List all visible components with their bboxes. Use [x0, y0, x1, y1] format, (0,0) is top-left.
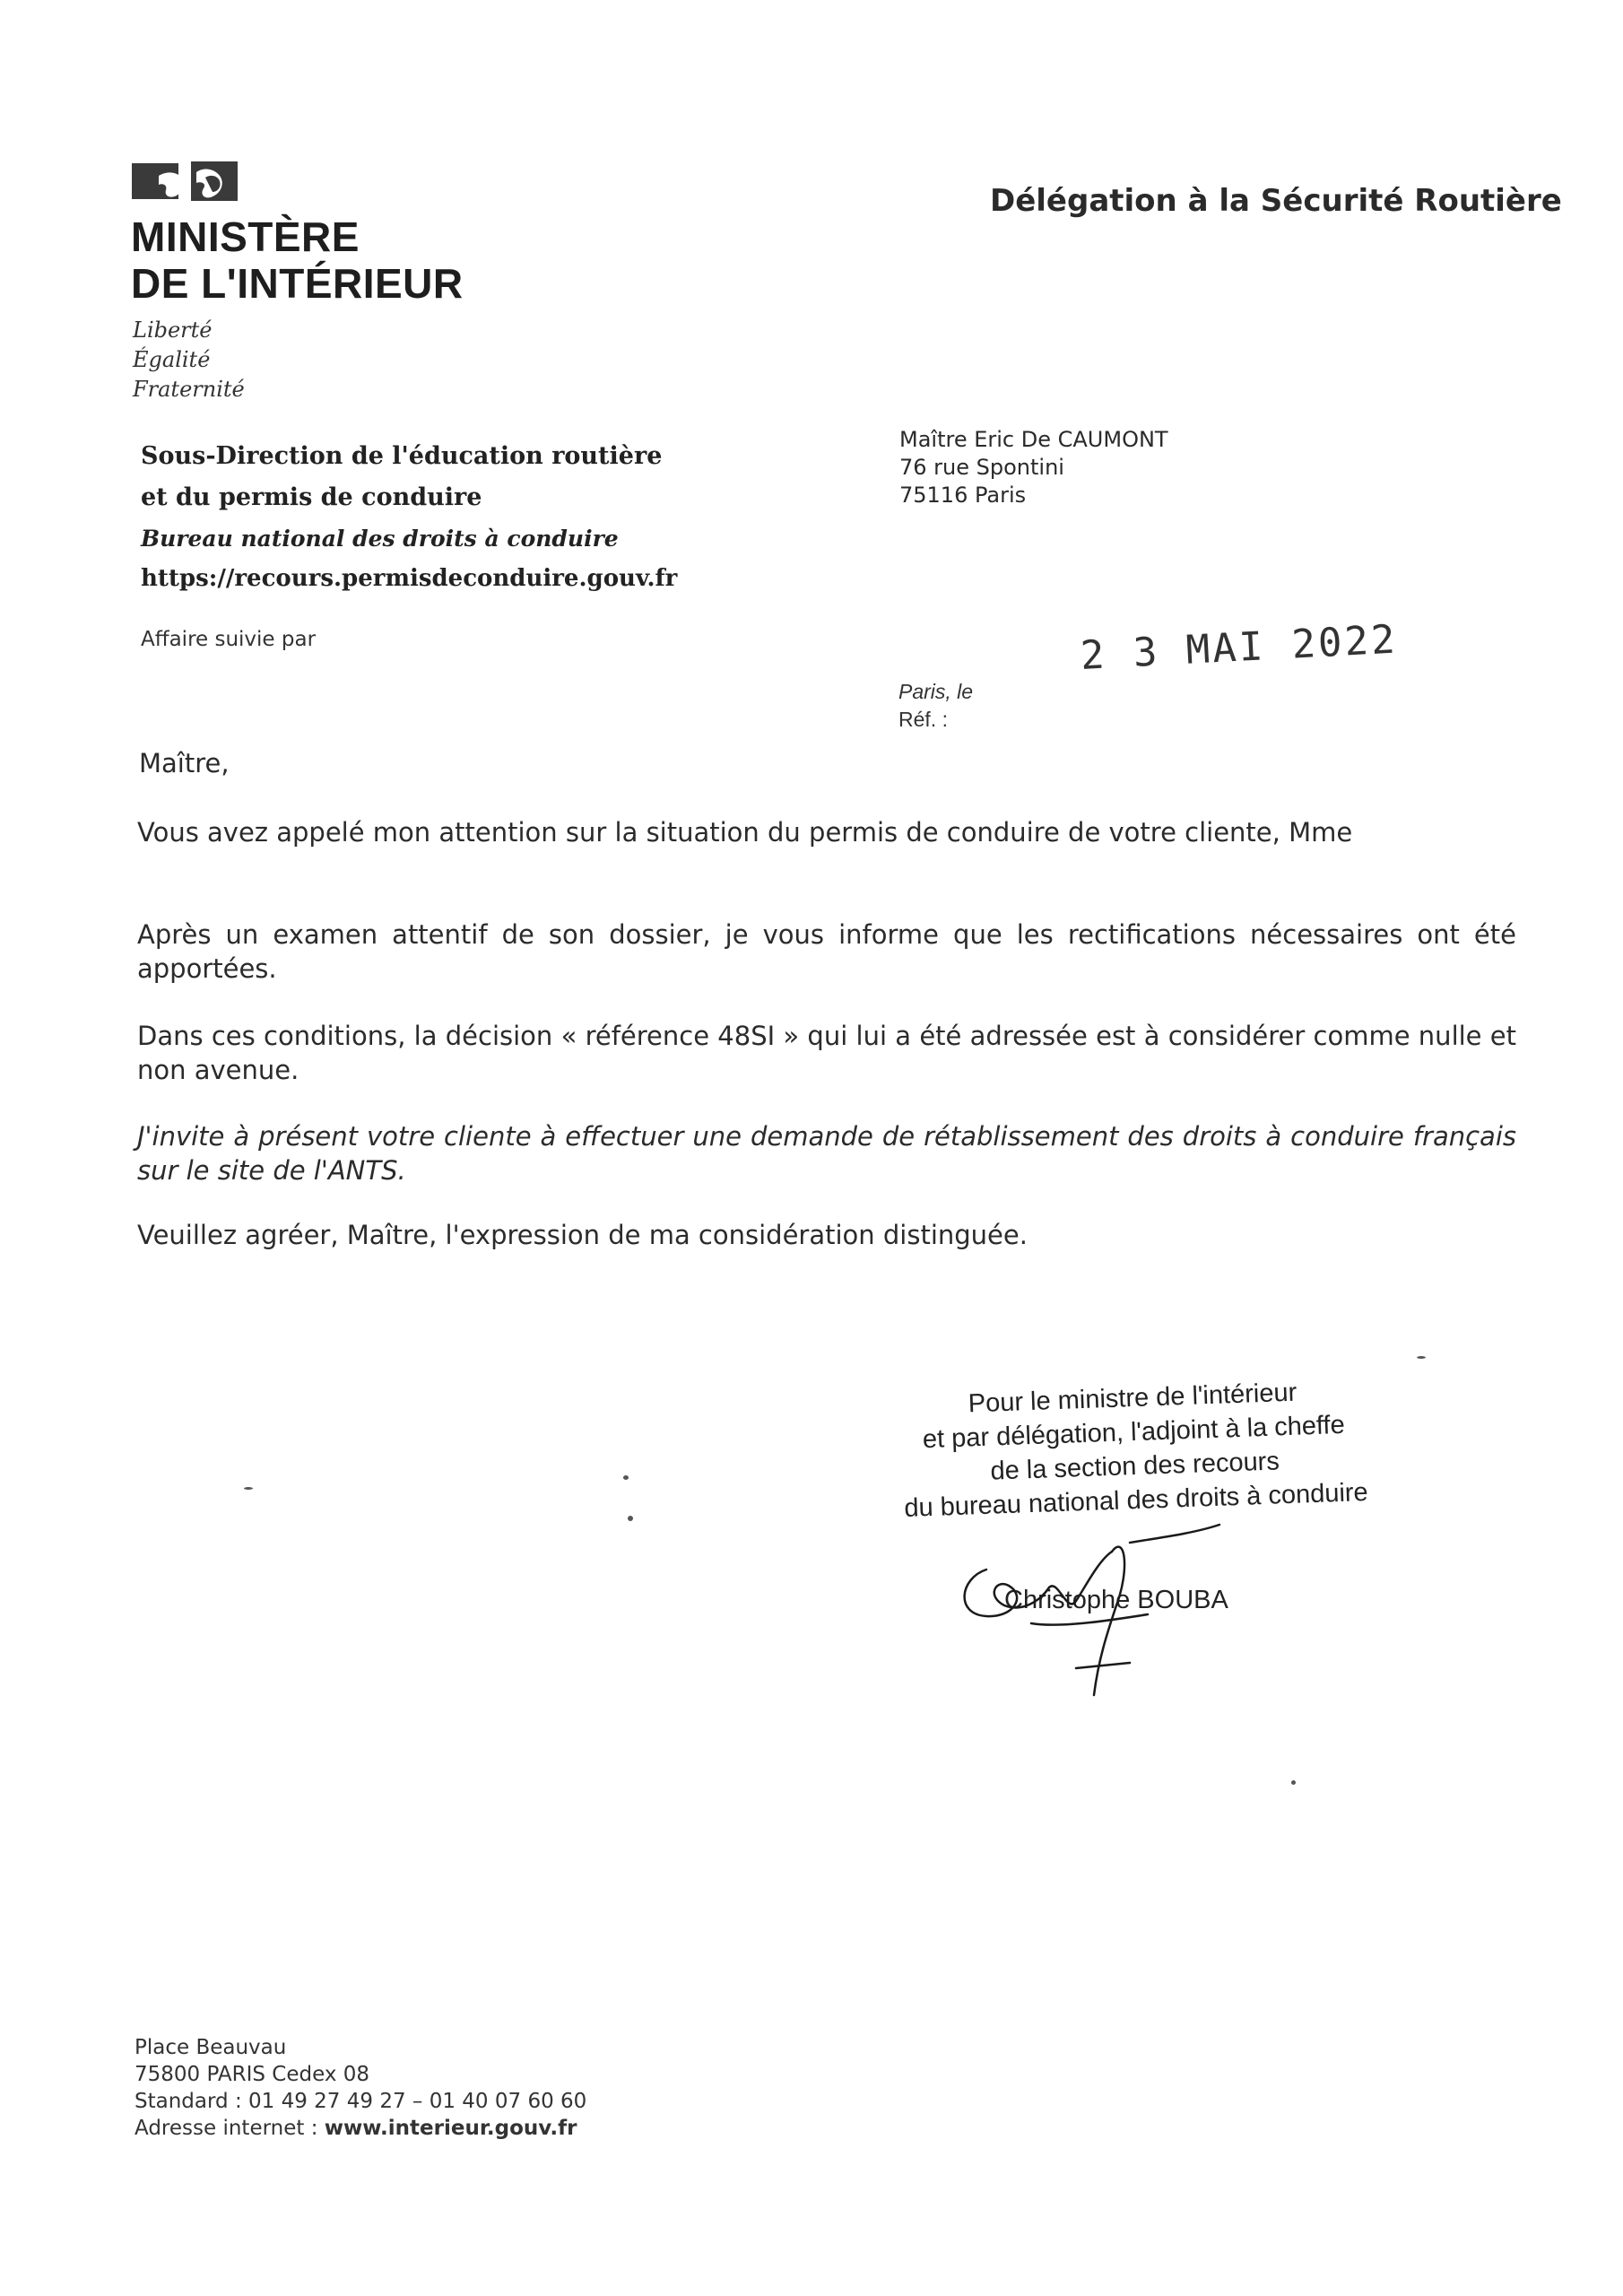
ministry-line-1: MINISTÈRE [131, 213, 360, 260]
footer-address [135, 2034, 586, 2142]
footer-web-label: Adresse internet : [135, 2117, 325, 2140]
ministry-line-2: DE L'INTÉRIEUR [131, 260, 464, 307]
service-url: https://recours.permisdeconduire.gouv.fr [141, 565, 678, 592]
ministry-name [131, 213, 464, 307]
footer-address-line-2: 75800 PARIS Cedex 08 [135, 2063, 370, 2086]
paragraph-1: Vous avez appelé mon attention sur la situation du permis de conduire de votre cliente, Mme [137, 817, 1353, 848]
paragraph-4: J'invite à présent votre cliente à effectuer une demande de rétablissement des droits à conduire français sur le site de l'ANTS. [137, 1121, 1516, 1186]
scan-speck [244, 1487, 253, 1490]
scan-speck [623, 1475, 629, 1480]
marianne-logo-icon [132, 160, 239, 203]
footer-web [135, 2115, 586, 2142]
signature-line-4: du bureau national des droits à conduire [903, 1477, 1369, 1523]
motto-fraternite: Fraternité [133, 377, 245, 402]
date-stamp: 2 3 MAI 2022 [1079, 616, 1399, 679]
footer-address-line-1: Place Beauvau [135, 2036, 287, 2059]
reference-label: Réf. : [898, 708, 948, 731]
paragraph-5: Veuillez agréer, Maître, l'expression de ma considération distinguée. [137, 1220, 1028, 1250]
followed-by-label: Affaire suivie par [141, 628, 317, 651]
handwritten-signature [924, 1516, 1282, 1704]
republic-motto [133, 316, 245, 404]
signature-delegation [855, 1371, 1415, 1527]
signer-name: Christophe BOUBA [1004, 1586, 1228, 1614]
service-block [141, 436, 677, 597]
service-bureau: Bureau national des droits à conduire [141, 526, 619, 552]
recipient-street: 76 rue Spontini [899, 455, 1064, 480]
paragraph-3: Dans ces conditions, la décision « référence 48SI » qui lui a été adressée est à considérer comme nulle et non avenue. [137, 1021, 1516, 1085]
scan-speck [1291, 1780, 1296, 1785]
signature-line-2: et par délégation, l'adjoint à la cheffe [922, 1410, 1346, 1455]
scan-speck [628, 1516, 633, 1521]
service-line-2: et du permis de conduire [141, 483, 482, 511]
scan-speck [1417, 1356, 1426, 1359]
service-line-1: Sous-Direction de l'éducation routière [141, 442, 663, 470]
signature-line-3: de la section des recours [989, 1447, 1280, 1486]
recipient-name: Maître Eric De CAUMONT [899, 427, 1168, 452]
department-title: Délégation à la Sécurité Routière [990, 183, 1562, 219]
motto-liberte: Liberté [133, 317, 213, 343]
paragraph-2: Après un examen attentif de son dossier, je vous informe que les rectifications nécessaires ont été apportées. [137, 919, 1516, 984]
footer-web-link[interactable]: www.interieur.gouv.fr [324, 2117, 577, 2140]
footer-phone: Standard : 01 49 27 49 27 – 01 40 07 60 60 [135, 2090, 587, 2113]
recipient-city: 75116 Paris [899, 483, 1027, 508]
recipient-address [899, 426, 1168, 509]
signature-line-1: Pour le ministre de l'intérieur [968, 1378, 1298, 1419]
place-date-label: Paris, le [898, 680, 974, 703]
motto-egalite: Égalité [133, 347, 211, 372]
salutation: Maître, [139, 748, 230, 778]
